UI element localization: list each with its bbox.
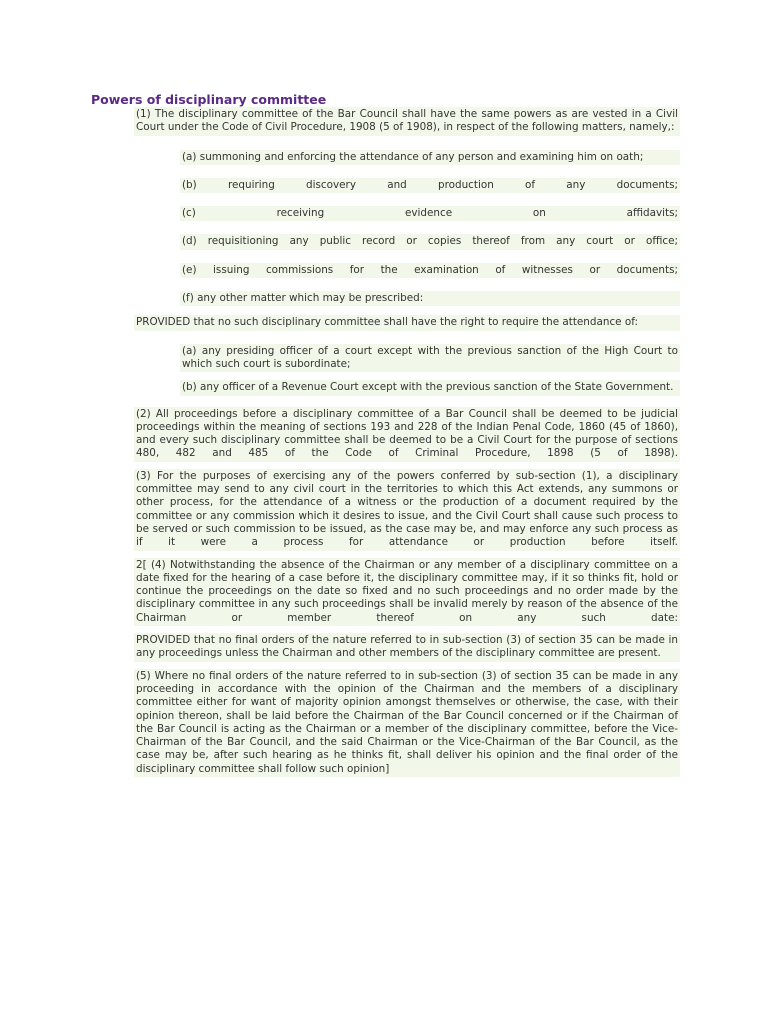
list-item-c: (c) receiving evidence on affidavits; [180, 206, 680, 221]
document-body [134, 107, 680, 784]
paragraph-1: (1) The disciplinary committee of the Bar Council shall have the same powers as are vested in a Civil Court under the Code of Civil Procedure, 1908 (5 of 1908), in respect of the following matters, namely,: [134, 107, 680, 136]
list-item-f: (f) any other matter which may be prescribed: [180, 291, 680, 306]
list-item-a: (a) summoning and enforcing the attendance of any person and examining him on oath; [180, 150, 680, 165]
list-item-b: (b) requiring discovery and production of any documents; [180, 178, 680, 193]
proviso-2: PROVIDED that no final orders of the nature referred to in sub-section (3) of section 35 can be made in any proceedings unless the Chairman and other members of the disciplinary committee are present. [134, 633, 680, 662]
proviso-1: PROVIDED that no such disciplinary committee shall have the right to require the attendance of: [134, 315, 680, 330]
proviso-item-a: (a) any presiding officer of a court except with the previous sanction of the High Court to which such court is subordinate; [180, 344, 680, 373]
paragraph-3: (3) For the purposes of exercising any of the powers conferred by sub-section (1), a disciplinary committee may send to any civil court in the territories to which this Act extends, any summons or other process, for the attendance of a witness or the production of a document required by the committee or any commission which it desires to issue, and the Civil Court shall cause such process to be served or such commission to be issued, as the case may be, and may enforce any such process as if it were a process for attendance or production before itself. [134, 469, 680, 551]
list-item-e: (e) issuing commissions for the examination of witnesses or documents; [180, 263, 680, 278]
proviso-item-b: (b) any officer of a Revenue Court except with the previous sanction of the State Government. [180, 380, 680, 395]
paragraph-4: 2[ (4) Notwithstanding the absence of the Chairman or any member of a disciplinary committee on a date fixed for the hearing of a case before it, the disciplinary committee may, if it so thinks fit, hold or continue the proceedings on the date so fixed and no such proceedings and no order made by the disciplinary committee in any such proceedings shall be invalid merely by reason of the absence of the Chairman or member thereof on any such date: [134, 558, 680, 626]
paragraph-2: (2) All proceedings before a disciplinary committee of a Bar Council shall be deemed to be judicial proceedings within the meaning of sections 193 and 228 of the Indian Penal Code, 1860 (45 of 1860), and every such disciplinary committee shall be deemed to be a Civil Court for the purpose of sections 480, 482 and 485 of the Code of Criminal Procedure, 1898 (5 of 1898). [134, 407, 680, 462]
list-item-d: (d) requisitioning any public record or copies thereof from any court or office; [180, 234, 680, 249]
paragraph-5: (5) Where no final orders of the nature referred to in sub-section (3) of section 35 can be made in any proceeding in accordance with the opinion of the Chairman and the members of a disciplinary committee either for want of majority opinion amongst themselves or otherwise, the case, with their opinion thereon, shall be laid before the Chairman of the Bar Council concerned or if the Chairman of the Bar Council is acting as the Chairman or a member of the disciplinary committee, before the Vice-Chairman of the Bar Council, and the said Chairman or the Vice-Chairman of the Bar Council, as the case may be, after such hearing as he thinks fit, shall deliver his opinion and the final order of the disciplinary committee shall follow such opinion] [134, 669, 680, 777]
page-title: Powers of disciplinary committee [91, 92, 327, 107]
